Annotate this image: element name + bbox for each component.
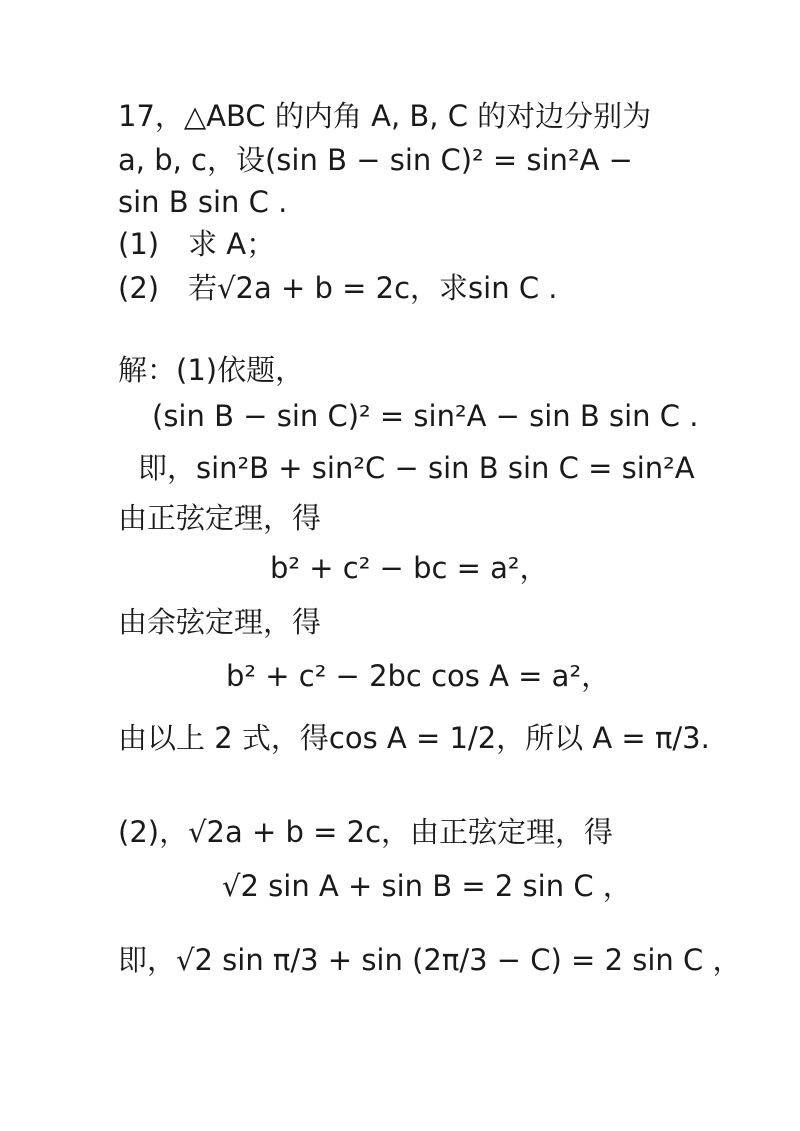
equation-1: (sin B − sin C)² = sin²A − sin B sin C .: [152, 399, 699, 433]
conclusion-part-1: 由以上 2 式，得cos A = 1/2，所以 A = π/3.: [118, 721, 710, 755]
equation-2: 即，sin²B + sin²C − sin B sin C = sin²A: [138, 451, 695, 485]
sine-law-label: 由正弦定理，得: [118, 501, 322, 535]
solution-1-header: 解：(1)依题，: [118, 353, 305, 387]
cosine-law-label: 由余弦定理，得: [118, 605, 322, 639]
solution-2-header: (2)，√2a + b = 2c，由正弦定理，得: [118, 815, 614, 849]
equation-6: 即，√2 sin π/3 + sin (2π/3 − C) = 2 sin C ，: [118, 943, 742, 977]
problem-line-3: sin B sin C .: [118, 185, 288, 219]
problem-line-1: 17，△ABC 的内角 A, B, C 的对边分别为: [118, 99, 652, 133]
problem-line-2: a, b, c，设(sin B − sin C)² = sin²A −: [118, 143, 633, 177]
equation-5: √2 sin A + sin B = 2 sin C ，: [222, 869, 632, 903]
equation-4: b² + c² − 2bc cos A = a²，: [226, 659, 611, 693]
question-2: (2) 若√2a + b = 2c，求sin C .: [118, 271, 558, 305]
question-1: (1) 求 A；: [118, 227, 276, 261]
equation-3: b² + c² − bc = a²，: [270, 551, 549, 585]
